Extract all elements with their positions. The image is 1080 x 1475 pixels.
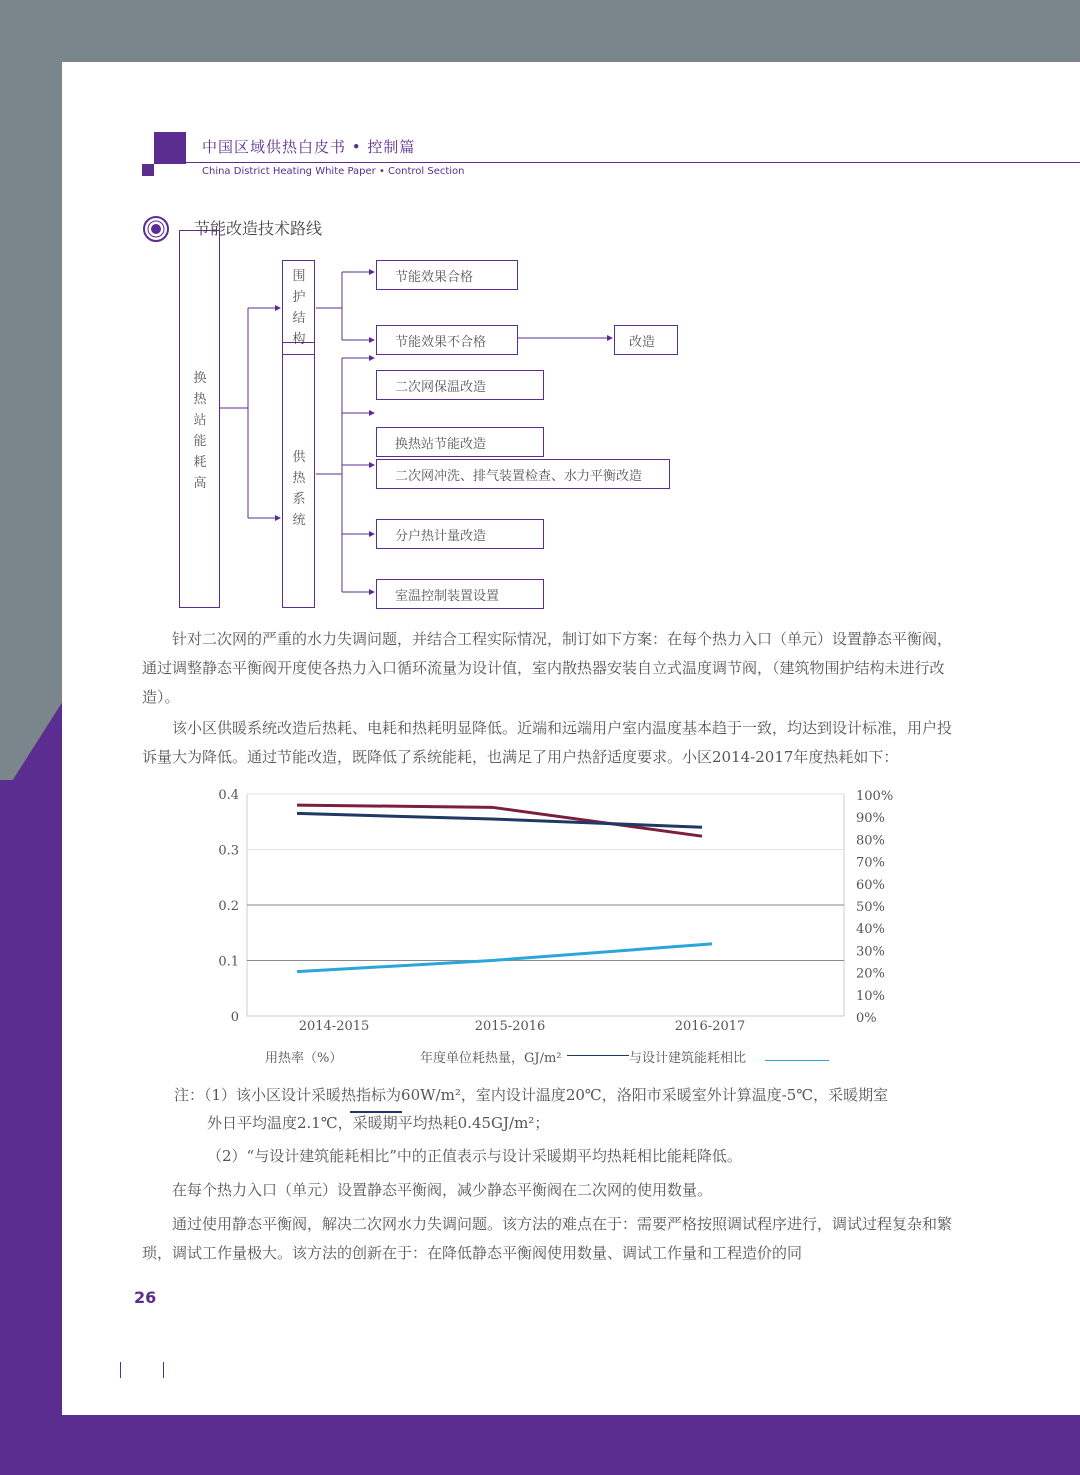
note-1a: 注：（1）该小区设计采暖热指标为60W/m²，室内设计温度20℃，洛阳市采暖室外计算温度-5℃，采暖期室 xyxy=(174,1086,889,1104)
flow-item-net-insulation: 二次网保温改造 xyxy=(376,370,544,400)
y-left-tick-label: 0.1 xyxy=(218,954,239,970)
flow-item-flush: 二次网冲洗、排气装置检查、水力平衡改造 xyxy=(376,459,670,489)
y-left-tick-label: 0 xyxy=(230,1010,239,1025)
heat-consumption-chart xyxy=(192,784,912,1074)
section-title: 节能改造技术路线 xyxy=(194,219,323,238)
series-line-2 xyxy=(297,813,702,827)
header-title-zh: 中国区域供热白皮书 • 控制篇 xyxy=(202,138,416,156)
y-left-tick-label: 0.2 xyxy=(218,899,239,914)
note-underline xyxy=(350,1111,402,1113)
legend-item-3: 与设计建筑能耗相比 xyxy=(629,1051,747,1066)
flow-branch1-label: 围护结构 xyxy=(292,269,306,347)
y-left-tick-label: 0.4 xyxy=(218,788,239,803)
note-1b: 外日平均温度2.1℃，采暖期平均热耗0.45GJ/m²； xyxy=(207,1114,550,1132)
y-right-tick-label: 60% xyxy=(856,877,885,893)
x-tick-label: 2014-2015 xyxy=(298,1019,370,1034)
paragraph-3: 在每个热力入口（单元）设置静态平衡阀，减少静态平衡阀在二次网的使用数量。 xyxy=(172,1181,713,1199)
flow-item-station: 换热站节能改造 xyxy=(376,427,544,457)
x-tick-label: 2015-2016 xyxy=(474,1019,546,1034)
paragraph-4: 通过使用静态平衡阀，解决二次网水力失调问题。该方法的难点在于：需要严格按照调试程序进行，调试过程复杂和繁琐，调试工作量极大。该方法的创新在于：在降低静态平衡阀使用数量、调试工作量和工程造价的同 xyxy=(142,1215,953,1262)
y-right-tick-label: 20% xyxy=(856,966,885,982)
page-number: 26 xyxy=(134,1288,157,1307)
legend-swatch-2 xyxy=(567,1055,629,1056)
header-title-en: China District Heating White Paper • Control Section xyxy=(202,166,465,177)
bottom-band xyxy=(0,1415,1080,1475)
series-line-3 xyxy=(297,944,712,972)
paragraph-1: 针对二次网的严重的水力失调问题，并结合工程实际情况，制订如下方案：在每个热力入口（单元）设置静态平衡阀，通过调整静态平衡阀开度使各热力入口循环流量为设计值，室内散热器安装自立式温度调节阀，（建筑物围护结构未进行改造）。 xyxy=(142,630,953,706)
footer-tick-left xyxy=(120,1362,121,1378)
y-right-tick-label: 30% xyxy=(856,944,885,960)
y-left-tick-label: 0.3 xyxy=(218,843,239,859)
note-2: （2）“与设计建筑能耗相比”中的正值表示与设计采暖期平均热耗相比能耗降低。 xyxy=(207,1147,742,1165)
document-page xyxy=(62,62,1080,1415)
y-right-tick-label: 90% xyxy=(856,811,885,827)
y-right-tick-label: 80% xyxy=(856,833,885,849)
y-right-tick-label: 50% xyxy=(856,900,885,915)
flow-item-temp-control: 室温控制装置设置 xyxy=(376,579,544,609)
x-tick-label: 2016-2017 xyxy=(674,1019,746,1034)
y-right-tick-label: 100% xyxy=(856,789,894,804)
y-right-tick-label: 40% xyxy=(856,922,885,938)
legend-item-1: 用热率（%） xyxy=(265,1051,343,1066)
flow-item-reform: 改造 xyxy=(614,325,678,355)
legend-item-2: 年度单位耗热量，GJ/m² xyxy=(420,1051,562,1066)
paragraph-2: 该小区供暖系统改造后热耗、电耗和热耗明显降低。近端和远端用户室内温度基本趋于一致，均达到设计标准，用户投诉量大为降低。通过节能改造，既降低了系统能耗，也满足了用户热舒适度要求。小区2014-2017年度热耗如下： xyxy=(142,719,953,766)
y-right-tick-label: 10% xyxy=(856,988,885,1004)
footer-tick-right xyxy=(163,1362,164,1378)
y-right-tick-label: 0% xyxy=(856,1011,877,1026)
flow-item-ok: 节能效果合格 xyxy=(376,260,518,290)
flow-item-metering: 分户热计量改造 xyxy=(376,519,544,549)
flow-root-label: 换热站能耗高 xyxy=(193,371,207,491)
flow-item-notok: 节能效果不合格 xyxy=(376,325,518,355)
y-right-tick-label: 70% xyxy=(856,855,885,871)
flow-branch2-label: 供热系统 xyxy=(292,450,306,528)
legend-swatch-3 xyxy=(765,1060,829,1061)
